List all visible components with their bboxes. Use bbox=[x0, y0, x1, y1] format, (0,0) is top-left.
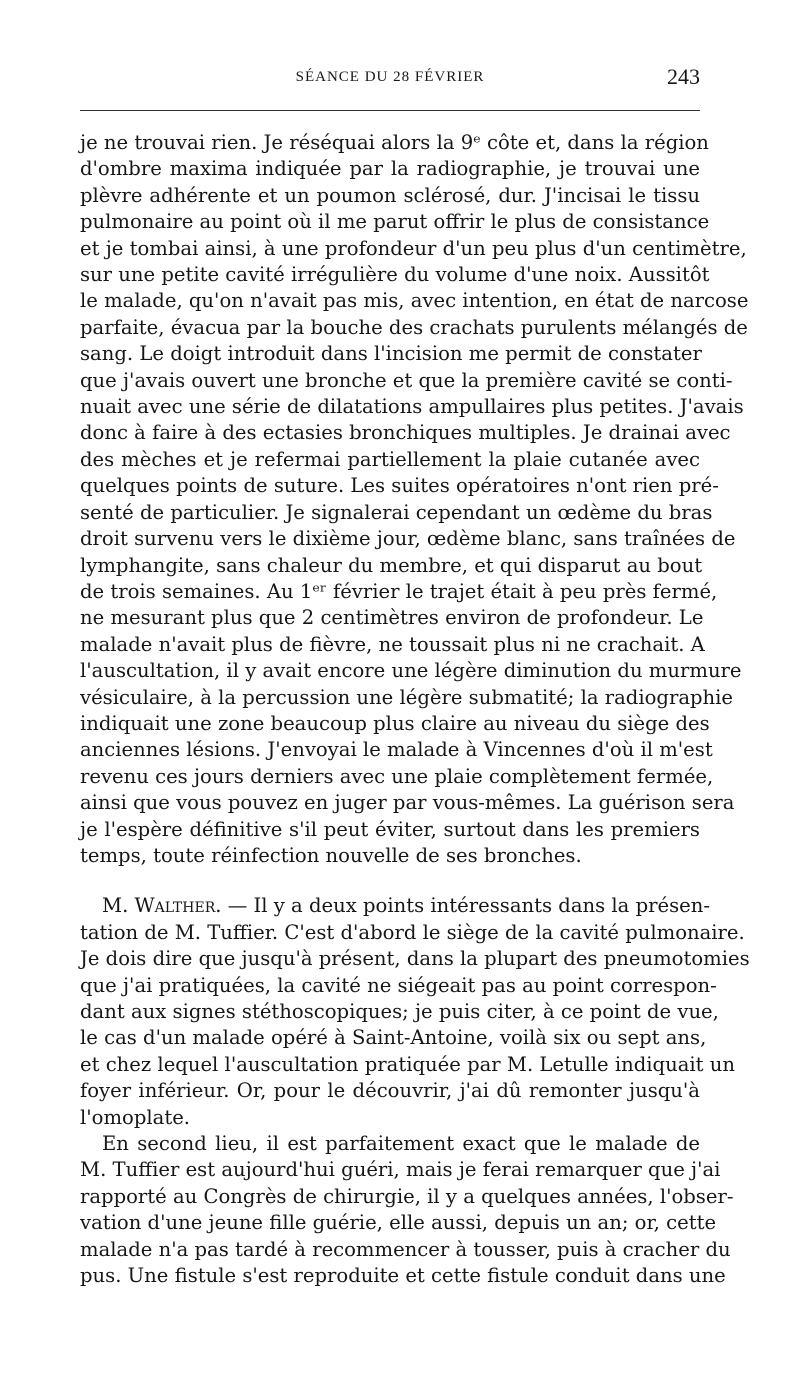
text-line: et chez lequel l'auscultation pratiquée par M. Letulle indiquait un bbox=[80, 1052, 736, 1076]
text-line: M. Walther. — Il y a deux points intéressants dans la présen- bbox=[102, 894, 710, 918]
text-line: En second lieu, il est parfaitement exact que le malade de bbox=[102, 1132, 700, 1156]
text-line: droit survenu vers le dixième jour, œdème blanc, sans traînées de bbox=[80, 527, 736, 551]
text-line: et je tombai ainsi, à une profondeur d'un peu plus d'un centimètre, bbox=[80, 236, 747, 260]
body-text bbox=[80, 130, 750, 1289]
text-line: sur une petite cavité irrégulière du volume d'une noix. Aussitôt bbox=[80, 263, 710, 287]
text-line: anciennes lésions. J'envoyai le malade à Vincennes d'où il m'est bbox=[80, 738, 713, 762]
text-line: dant aux signes stéthoscopiques; je puis citer, à ce point de vue, bbox=[80, 1000, 719, 1023]
text-line: que j'ai pratiquées, la cavité ne siégeait pas au point correspon- bbox=[80, 973, 717, 997]
paragraph-1 bbox=[80, 130, 749, 869]
page-number: 243 bbox=[667, 64, 700, 89]
text-line: de trois semaines. Au 1ᵉʳ février le trajet était à peu près fermé, bbox=[80, 579, 718, 603]
text-line: malade n'a pas tardé à recommencer à tousser, puis à cracher du bbox=[80, 1237, 731, 1261]
text-line: sang. Le doigt introduit dans l'incision me permit de constater bbox=[80, 342, 702, 366]
text-line: tation de M. Tuffier. C'est d'abord le siège de la cavité pulmonaire. bbox=[80, 920, 745, 944]
text-line: revenu ces jours derniers avec une plaie complètement fermée, bbox=[80, 764, 714, 788]
text-line: ne mesurant plus que 2 centimètres environ de profondeur. Le bbox=[80, 606, 704, 630]
paragraph-3 bbox=[80, 1131, 734, 1289]
page-header bbox=[80, 64, 700, 94]
text-line: ainsi que vous pouvez en juger par vous-mêmes. La guérison sera bbox=[80, 791, 735, 815]
text-line: malade n'avait plus de fièvre, ne toussait plus ni ne crachait. A bbox=[80, 632, 705, 656]
text-line: quelques points de suture. Les suites opératoires n'ont rien pré- bbox=[80, 474, 719, 498]
text-line: vésiculaire, à la percussion une légère submatité; la radiographie bbox=[80, 685, 734, 709]
text-line: parfaite, évacua par la bouche des crachats purulents mélangés de bbox=[80, 315, 748, 339]
text-line: lymphangite, sans chaleur du membre, et qui disparut au bout bbox=[80, 553, 703, 577]
text-line: M. Tuffier est aujourd'hui guéri, mais je ferai remarquer que j'ai bbox=[80, 1158, 721, 1182]
header-rule bbox=[80, 110, 700, 111]
text-line: senté de particulier. Je signalerai cependant un œdème du bras bbox=[80, 500, 713, 524]
text-line: des mèches et je refermai partiellement la plaie cutanée avec bbox=[80, 447, 700, 471]
text-line: vation d'une jeune fille guérie, elle aussi, depuis un an; or, cette bbox=[80, 1211, 717, 1235]
text-line: l'omoplate. bbox=[80, 1105, 191, 1129]
text-line: que j'avais ouvert une bronche et que la première cavité se conti- bbox=[80, 368, 733, 392]
text-line: Je dois dire que jusqu'à présent, dans la plupart des pneumotomies bbox=[80, 947, 750, 971]
text-line: temps, toute réinfection nouvelle de ses bronches. bbox=[80, 843, 582, 867]
text-line: le malade, qu'on n'avait pas mis, avec intention, en état de narcose bbox=[80, 289, 749, 313]
text-line: je ne trouvai rien. Je réséquai alors la 9ᵉ côte et, dans la région bbox=[80, 131, 709, 154]
running-title: SÉANCE DU 28 FÉVRIER bbox=[295, 69, 485, 85]
text-line: nuait avec une série de dilatations ampullaires plus petites. J'avais bbox=[80, 395, 744, 419]
text-line: foyer inférieur. Or, pour le découvrir, j'ai dû remonter jusqu'à bbox=[80, 1079, 700, 1103]
text-line: le cas d'un malade opéré à Saint-Antoine, voilà six ou sept ans, bbox=[80, 1026, 707, 1050]
text-line: je l'espère définitive s'il peut éviter, surtout dans les premiers bbox=[80, 817, 700, 841]
paragraph-2 bbox=[80, 893, 750, 1131]
text-line: d'ombre maxima indiquée par la radiographie, je trouvai une bbox=[80, 157, 700, 181]
text-line: plèvre adhérente et un poumon sclérosé, dur. J'incisai le tissu bbox=[80, 183, 700, 207]
text-line: l'auscultation, il y avait encore une légère diminution du murmure bbox=[80, 659, 742, 683]
text-line: donc à faire à des ectasies bronchiques multiples. Je drainai avec bbox=[80, 421, 731, 445]
text-line: indiquait une zone beaucoup plus claire au niveau du siège des bbox=[80, 711, 710, 735]
text-line: pus. Une fistule s'est reproduite et cette fistule conduit dans une bbox=[80, 1264, 726, 1288]
text-line: rapporté au Congrès de chirurgie, il y a quelques années, l'obser- bbox=[80, 1184, 734, 1208]
speaker-name: M. Walther. bbox=[102, 894, 228, 918]
text-line: pulmonaire au point où il me parut offrir le plus de consistance bbox=[80, 210, 710, 234]
